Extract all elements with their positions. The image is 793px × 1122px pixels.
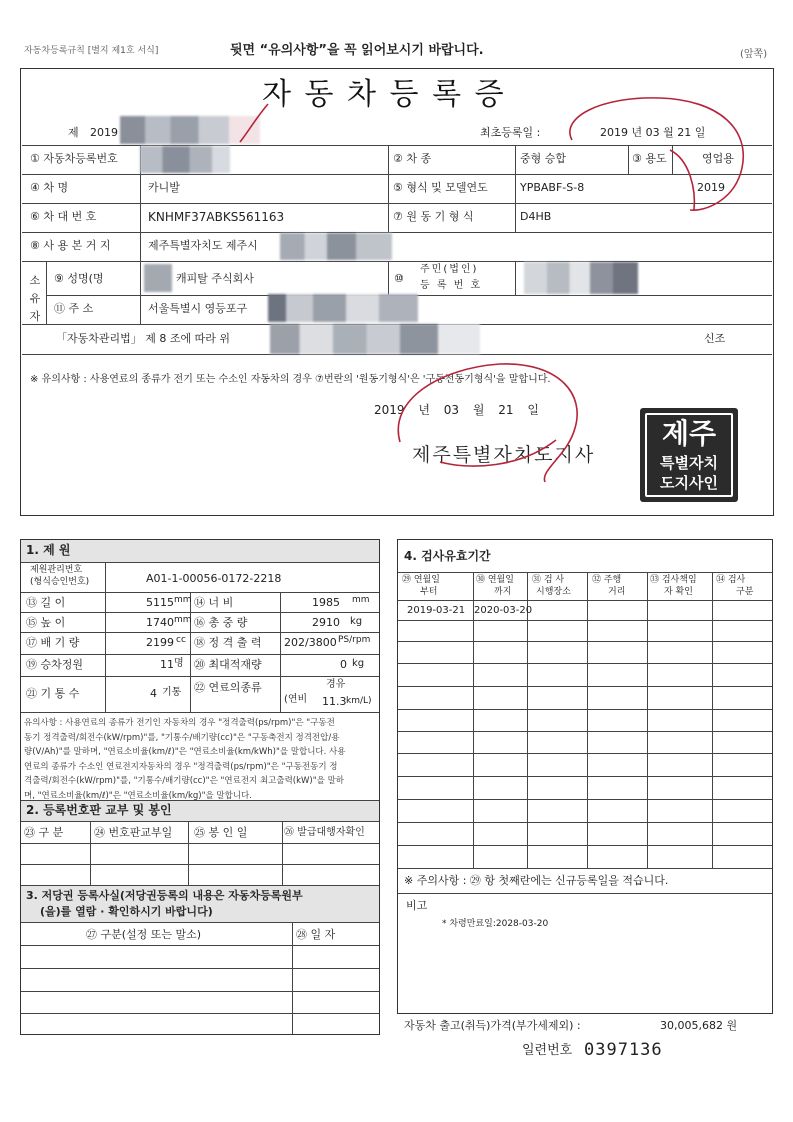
- caution-text: ※ 유의사항 : 사용연료의 종류가 전기 또는 수소인 자동차의 경우 ⑦번란의 '원동기형식'은 '구동전동기형식'을 말합니다.: [30, 374, 551, 385]
- usage-label: ③ 용도: [632, 152, 667, 165]
- seating-value: 11: [160, 658, 174, 671]
- issuer-name: 제주특별자치도지사: [412, 444, 596, 466]
- insp-col-from-1: ㉙ 연월일: [402, 575, 440, 585]
- base-location-label: ⑧ 사 용 본 거 지: [30, 239, 111, 252]
- reg-number-label: ① 자동차등록번호: [30, 152, 118, 165]
- price-label: 자동차 출고(취득)가격(부가세제외) :: [404, 1019, 581, 1032]
- cylinders-label: ㉑ 기 통 수: [26, 687, 80, 700]
- price-value: 30,005,682 원: [660, 1019, 738, 1032]
- seating-label: ⑲ 승차정원: [26, 658, 84, 671]
- remarks-label: 비고: [406, 899, 428, 912]
- spec-note: [24, 716, 378, 803]
- seal-line-1: 제주: [661, 417, 717, 450]
- displacement-label: ⑰ 배 기 량: [26, 636, 80, 649]
- gross-weight-unit: kg: [350, 616, 363, 627]
- doc-number-label: 제: [68, 126, 79, 139]
- model-type-label: ⑤ 형식 및 모델연도: [393, 181, 488, 194]
- spec-no-value: A01-1-00056-0172-2218: [146, 572, 282, 585]
- remarks-value: * 차령만료일:2028-03-20: [442, 919, 549, 929]
- fuel-efficiency-unit: km/L): [346, 696, 372, 706]
- plate-section-heading: 2. 등록번호판 교부 및 봉인: [26, 803, 172, 817]
- width-value: 1985: [312, 596, 340, 609]
- id-number-label-2: 등 록 번 호: [420, 280, 483, 291]
- spec-note-line: 량(V/Ah)"를 말하며, "연료소비율(km/ℓ)"은 "연료소비율(km/kWh)"을 말합니다. 사용: [24, 747, 346, 757]
- owner-label: 소유자: [29, 274, 41, 323]
- rated-power-unit: PS/rpm: [338, 635, 371, 645]
- rated-power-value: 202/3800: [284, 636, 337, 649]
- plate-col-type: ㉓ 구 분: [24, 826, 64, 839]
- gross-weight-label: ⑯ 총 중 량: [194, 616, 248, 629]
- plate-col-agent: ㉖ 발급대행자확인: [284, 827, 365, 838]
- mortgage-col-date: ㉘ 일 자: [296, 928, 336, 941]
- engine-type-label: ⑦ 원 동 기 형 식: [393, 210, 474, 223]
- cylinders-unit: 기통: [162, 687, 182, 698]
- mortgage-col-type: ㉗ 구분(설정 또는 말소): [86, 928, 202, 941]
- height-value: 1740: [146, 616, 174, 629]
- serial-number: 0397136: [584, 1040, 663, 1060]
- page-title: 자 동 차 등 록 증: [262, 77, 506, 112]
- fuel-efficiency-label: (연비: [284, 694, 308, 705]
- insp-col-mileage-1: ㉜ 주행: [592, 575, 622, 585]
- insp-row1-from: 2019-03-21: [407, 605, 466, 616]
- vehicle-type-label: ② 차 종: [393, 152, 432, 165]
- insp-col-kind-2: 구분: [736, 587, 754, 597]
- mortgage-heading-1: 3. 저당권 등록사실(저당권등록의 내용은 자동차등록원부: [26, 889, 303, 902]
- length-unit: mm: [174, 595, 192, 605]
- id-number-label-1: 주민(법인): [420, 264, 479, 275]
- fuel-type-value: 경유: [326, 679, 346, 690]
- insp-col-to-2: 까지: [494, 587, 512, 597]
- spec-note-line: 연료의 종류가 수소인 연료전지자동차의 경우 "정격출력(ps/rpm)"은 "구동전동기 정: [24, 761, 338, 772]
- insp-col-inspector-1: ㉝ 검사책임: [650, 575, 697, 585]
- spec-note-line: 며, "연료소비율(km/ℓ)"은 "연료소비율(km/kg)"을 말합니다.: [24, 790, 252, 801]
- model-type-value: YPBABF-S-8: [520, 181, 585, 194]
- displacement-value: 2199: [146, 636, 174, 649]
- insp-col-mileage-2: 거리: [608, 587, 626, 597]
- max-load-unit: kg: [352, 658, 365, 669]
- insp-col-inspector-2: 자 확인: [664, 587, 693, 597]
- gross-weight-value: 2910: [312, 616, 340, 629]
- base-location-value: 제주특별자치도 제주시: [148, 239, 258, 252]
- insp-col-to-1: ㉚ 연월일: [476, 575, 514, 585]
- insp-col-from-2: 부터: [420, 587, 438, 597]
- width-unit: mm: [352, 595, 370, 605]
- vin-value: KNHMF37ABKS561163: [148, 210, 285, 224]
- spec-note-line: 격출력/회전수(kW/rpm)"를, "기통수/배기량(cc)"은 "연료전지 최고출력(kW)"을 말하: [24, 776, 344, 786]
- inspection-note: ※ 주의사항 : ㉙ 항 첫째란에는 신규등록일을 적습니다.: [404, 874, 669, 887]
- inspection-heading: 4. 검사유효기간: [404, 549, 491, 563]
- insp-row1-to: 2020-03-20: [474, 605, 533, 616]
- form-reference: 자동차등록규칙 [별지 제1호 서식]: [24, 46, 159, 56]
- owner-name-label: ⑨ 성명(명: [54, 272, 104, 285]
- spec-note-line: 유의사항 : 사용연료의 종류가 전기인 자동차의 경우 "정격출력(ps/rpm)"은 "구동전: [24, 718, 335, 728]
- serial-label: 일련번호: [522, 1043, 573, 1058]
- first-reg-label: 최초등록일 :: [480, 126, 541, 139]
- insp-col-place-2: 시행장소: [536, 587, 571, 597]
- model-year-value: 2019: [697, 181, 725, 194]
- insp-col-place-1: ㉛ 검 사: [532, 575, 565, 585]
- length-value: 5115: [146, 596, 174, 609]
- seal-line-3: 도지사인: [660, 474, 718, 492]
- law-text: 「자동차관리법」 제 8 조에 따라 위: [56, 332, 230, 345]
- fuel-type-label: ㉒ 연료의종류: [194, 681, 262, 694]
- height-unit: mm: [174, 615, 192, 625]
- cylinders-value: 4: [150, 687, 157, 700]
- issue-date: 2019 년 03 월 21 일: [374, 403, 539, 417]
- rated-power-label: ⑱ 정 격 출 력: [194, 636, 262, 649]
- plate-col-issue-date: ㉔ 번호판교부일: [94, 826, 173, 839]
- vehicle-type-value: 중형 승합: [520, 152, 567, 165]
- model-name-label: ④ 차 명: [30, 181, 69, 194]
- seating-unit: 명: [174, 658, 184, 669]
- seal-line-2: 특별자치: [660, 454, 718, 472]
- displacement-unit: cc: [176, 635, 186, 645]
- insp-col-kind-1: ㉞ 검사: [716, 575, 746, 585]
- circled-ten: ⑩: [394, 272, 404, 285]
- usage-value: 영업용: [702, 152, 734, 165]
- plate-col-seal-date: ㉕ 봉 인 일: [194, 826, 248, 839]
- length-label: ⑬ 길 이: [26, 596, 66, 609]
- front-side-label: (앞쪽): [740, 49, 768, 60]
- spec-note-line: 동기 정격출력/회전수(kW/rpm)"를, "기통수/배기량(cc)"은 "구동축전지 정격전압/용: [24, 732, 340, 743]
- engine-type-value: D4HB: [520, 210, 552, 223]
- width-label: ⑭ 너 비: [194, 596, 234, 609]
- max-load-value: 0: [340, 658, 347, 671]
- spec-no-label-1: 제원관리번호: [30, 565, 83, 575]
- spec-no-label-2: (형식승인번호): [30, 577, 90, 587]
- notice-text: 뒷면 “유의사항”을 꼭 읽어보시기 바랍니다.: [230, 43, 484, 58]
- model-name-value: 카니발: [148, 181, 180, 194]
- first-reg-date: 2019 년 03 월 21 일: [600, 126, 706, 139]
- spec-heading-bg: [21, 540, 379, 562]
- address-value: 서울특별시 영등포구: [148, 302, 248, 315]
- fuel-efficiency-value: 11.3: [322, 695, 347, 708]
- height-label: ⑮ 높 이: [26, 616, 66, 629]
- registration-type: 신조: [704, 332, 726, 345]
- owner-name-value: 캐피탈 주식회사: [176, 272, 254, 285]
- mortgage-heading-2: (을)를 열람 · 확인하시기 바랍니다): [40, 905, 213, 918]
- address-label: ⑪ 주 소: [54, 302, 94, 315]
- max-load-label: ⑳ 최대적재량: [194, 658, 262, 671]
- vin-label: ⑥ 차 대 번 호: [30, 210, 97, 223]
- spec-heading: 1. 제 원: [26, 543, 71, 557]
- doc-number-value: 2019: [90, 126, 118, 139]
